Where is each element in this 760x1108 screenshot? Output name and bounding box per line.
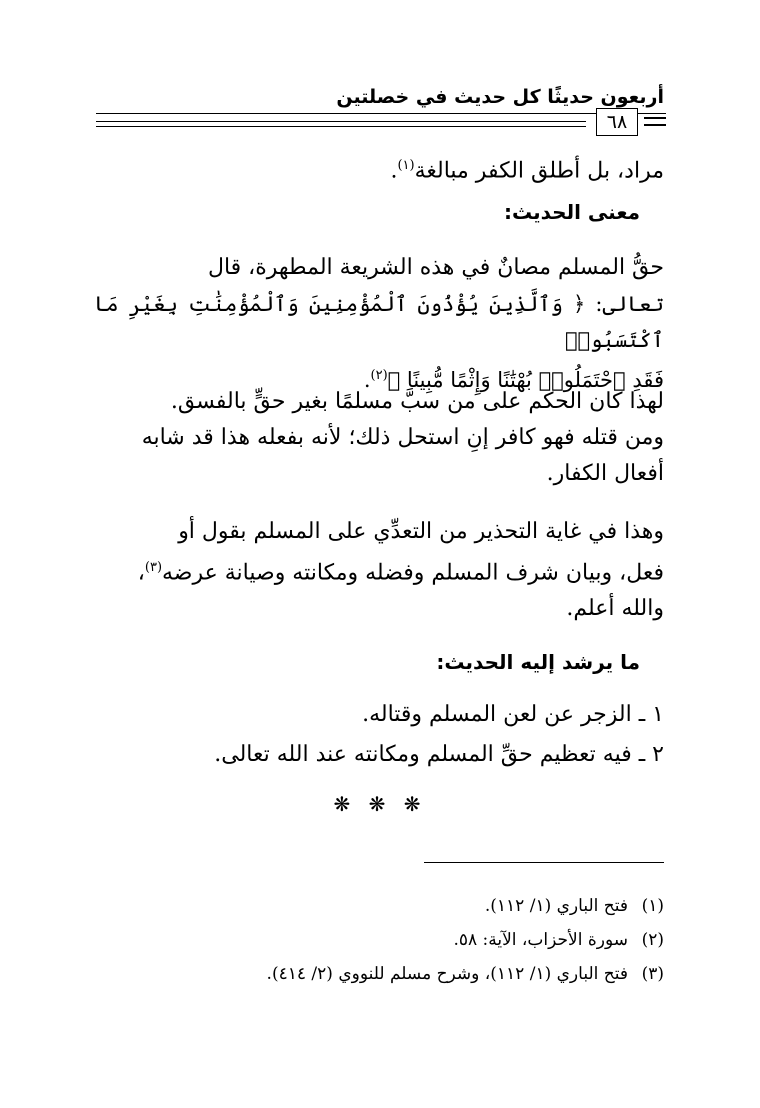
quran-verse-end: فَقَدِ ٱحْتَمَلُوا۟ بُهْتَٰنًا وَإِثْمًا مُّبِينًا ﴾: [387, 368, 664, 392]
quran-verse: تعالى: ﴿ وَٱلَّذِينَ يُؤْذُونَ ٱلْمُؤْمِنِينَ وَٱلْمُؤْمِنَٰتِ بِغَيْرِ مَا ٱكْتَسَبُوا۟: [94, 292, 664, 352]
paragraph-3: وهذا في غاية التحذير من التعدِّي على المسلم بقول أو فعل، وبيان شرف المسلم وفضله ومكانته وصيانة عرضه$^{(٣)}$، والله أعلم.: [137, 519, 664, 622]
list-item: ١ ـ الزجر عن لعن المسلم وقتاله.: [362, 702, 664, 727]
section-heading: معنى الحديث:: [503, 200, 640, 224]
page-number: ٦٨: [596, 108, 638, 136]
paragraph-1: حقُّ المسلم مصانٌ في هذه الشريعة المطهرة، قال تعالى: ﴿ وَٱلَّذِينَ يُؤْذُونَ ٱلْمُؤْمِنِينَ وَٱلْمُؤْمِنَٰتِ بِغَيْرِ مَا ٱكْتَسَبُوا۟ فَقَدِ ٱحْتَمَلُوا۟ بُهْتَٰنًا وَإِثْمًا مُّبِينًا ﴾$^{(٢)}$.: [94, 255, 664, 392]
page-number-dash: [644, 117, 666, 119]
footnote: (٣)فتح الباري (١/ ١١٢)، وشرح مسلم للنووي (٢/ ٤١٤).: [94, 960, 664, 988]
paragraph-continuation: مراد، بل أطلق الكفر مبالغة$^{(١)}$.: [390, 158, 664, 184]
section-separator: ❋ ❋ ❋: [333, 792, 427, 816]
footnote-mark: (٣): [641, 964, 664, 984]
paragraph-2: لهذا كان الحكم على من سبَّ مسلمًا بغير حقٍّ بالفسق. ومن قتله فهو كافر إنِ استحل ذلك؛ لأنه بفعله هذا قد شابه أفعال الكفار.: [141, 389, 664, 486]
page-number-dash: [644, 124, 666, 126]
header-rule-double-top: [96, 121, 586, 122]
footnote-ref: (٢): [370, 368, 388, 383]
footnote: (١)فتح الباري (١/ ١١٢).: [94, 892, 664, 920]
footnote-ref: (١): [397, 158, 415, 173]
running-header-title: أربعون حديثًا كل حديث في خصلتين: [336, 86, 664, 108]
footnote-rule: [424, 862, 664, 863]
header-rule: [96, 113, 666, 114]
list-item: ٢ ـ فيه تعظيم حقِّ المسلم ومكانته عند الله تعالى.: [214, 742, 664, 767]
footnote: (٢)سورة الأحزاب، الآية: ٥٨.: [94, 926, 664, 954]
section-heading: ما يرشد إليه الحديث:: [436, 650, 640, 674]
footnote-ref: (٣): [144, 560, 163, 575]
footnote-mark: (٢): [641, 930, 664, 950]
footnote-mark: (١): [641, 896, 664, 916]
header-rule-double-bottom: [96, 126, 586, 127]
